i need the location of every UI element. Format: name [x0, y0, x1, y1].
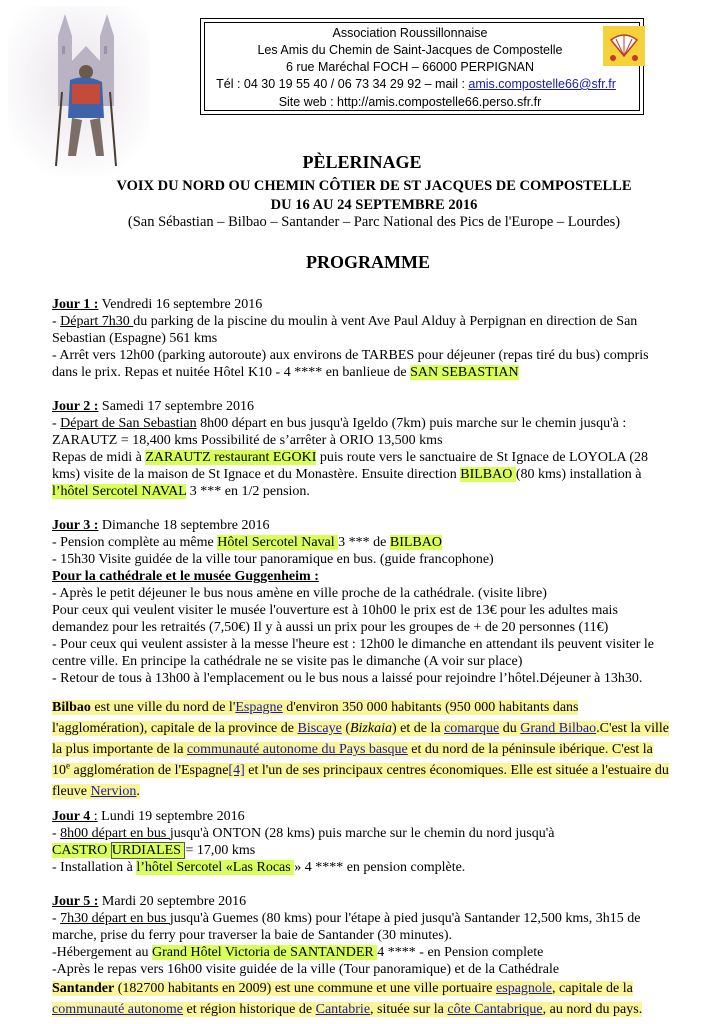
day5-visit: -Après le repas vers 16h00 visite guidée de la ville (Tour panoramique) et de la Cathédrale: [52, 962, 560, 977]
day3-cathedral: - Après le petit déjeuner le bus nous amène en ville proche de la cathédrale. (visite libre): [52, 586, 547, 601]
hotel-las-rocas-highlight: l’hôtel Sercotel «Las Rocas: [136, 860, 295, 875]
document-title: PÈLERINAGE: [302, 152, 422, 172]
link-nervion[interactable]: Nervion: [90, 784, 137, 799]
bilbao-description: Bilbao est une ville du nord de l'Espagne d'environ 350 000 habitants (950 000 habitants dans l'agglomération), capitale de la province de Biscaye (Bizkaia) et de la comarque du Grand Bilbao.C'est la ville la plus importante de la communauté autonome du Pays basque et du nord de la péninsule ibérique. C'est la 10e agglomération de l'Espagne[4] et l'un de ses principaux centres économiques. Elle est située a l'estuaire du fleuve Nervion.: [52, 700, 670, 799]
day1-stop: - Arrêt vers 12h00 (parking autoroute) aux environs de TARBES pour déjeuner (repas tiré du bus) compris dans le prix. Repas et nuitée Hôtel K10 - 4 **** en banlieue de SAN SEBASTIAN: [52, 348, 649, 380]
day5-label: Jour 5 :: [52, 894, 99, 909]
day5-departure: - 7h30 départ en bus jusqu'à Guemes (80 kms) pour l'étape à pied jusqu'à Santander 12,500 kms, 3h15 de marche, prise du ferry pour traverser la baie de Santander (30 minutes).: [52, 911, 641, 943]
date-range: DU 16 AU 24 SEPTEMBRE 2016: [270, 197, 478, 213]
day3-label: Jour 3 :: [52, 518, 99, 533]
day3-return: - Retour de tous à 13h00 à l'emplacement ou le bus nous a laissé pour rejoindre l’hôtel.Déjeuner à 13h30.: [52, 671, 643, 686]
header-inner-frame: [204, 22, 640, 111]
castro-highlight: CASTRO: [52, 843, 111, 858]
association-header: [200, 18, 644, 115]
pilgrim-illustration: [8, 6, 150, 176]
san-sebastian-highlight: SAN SEBASTIAN: [410, 365, 519, 380]
scallop-shell-logo: [603, 26, 645, 66]
day3-date: Dimanche 18 septembre 2016: [98, 518, 270, 533]
santander-bold: Santander: [52, 981, 115, 996]
day2-lunch: Repas de midi à ZARAUTZ restaurant EGOKI puis route vers le sanctuaire de St Ignace de LOYOLA (28 kms) visite de la maison de St Ignace et du Monastère. Ensuite direction BILBAO (80 kms) installation à l’hôtel Sercotel NAVAL 3 *** en 1/2 pension.: [52, 450, 648, 499]
bilbao-highlight: BILBAO: [460, 467, 516, 482]
day4-hotel: - Installation à l’hôtel Sercotel «Las Rocas » 4 **** en pension complète.: [52, 860, 466, 875]
link-grand-bilbao[interactable]: Grand Bilbao: [520, 721, 597, 736]
day2-label: Jour 2 :: [52, 399, 99, 414]
departure-7h30: 7h30 départ en bus: [60, 911, 170, 926]
hotel-naval-highlight: l’hôtel Sercotel NAVAL: [52, 484, 187, 499]
programme-heading: PROGRAMME: [306, 252, 430, 272]
day4-date: Lundi 19 septembre 2016: [97, 809, 245, 824]
day5-hotel: -Hébergement au Grand Hôtel Victoria de SANTANDER 4 **** - en Pension complete: [52, 945, 544, 960]
association-name: Association Roussillonnaise: [332, 26, 488, 40]
day2-heading: [52, 398, 674, 415]
route-title: VOIX DU NORD OU CHEMIN CÔTIER DE ST JACQUES DE COMPOSTELLE: [116, 178, 632, 194]
association-contact: [211, 76, 621, 93]
association-subtitle: Les Amis du Chemin de Saint-Jacques de Compostelle: [257, 43, 563, 57]
day4-departure: - 8h00 départ en bus jusqu'à ONTON (28 kms) puis marche sur le chemin du nord jusqu'à: [52, 826, 555, 841]
link-biscaye[interactable]: Biscaye: [297, 721, 342, 736]
hotel-naval-highlight-2: Hôtel Sercotel Naval: [217, 535, 339, 550]
cathedral-heading: Pour la cathédrale et le musée Guggenheim :: [52, 569, 319, 584]
day5-heading: [52, 893, 674, 910]
link-cantabrie[interactable]: Cantabrie: [315, 1002, 371, 1017]
urdiales-highlight: URDIALES: [111, 843, 185, 858]
hotel-victoria-highlight: Grand Hôtel Victoria de SANTANDER: [152, 945, 378, 960]
link-espagne[interactable]: Espagne: [235, 700, 283, 715]
phone-text: Tél : 04 30 19 55 40 / 06 73 34 29 92 – mail :: [216, 77, 469, 91]
day4-castro: CASTRO URDIALES = 17,00 kms: [52, 843, 256, 858]
day4-label: Jour 4: [52, 809, 94, 824]
link-pays-basque[interactable]: communauté autonome du Pays basque: [186, 742, 408, 757]
day3-heading: [52, 517, 674, 534]
day3-mass: - Pour ceux qui veulent assister à la messe l'heure est : 12h00 le dimanche en attendant ils peuvent visiter le centre ville. En principe la cathédrale ne se visite pas le dimanche (A voir sur place): [52, 637, 655, 669]
day2-date: Samedi 17 septembre 2016: [98, 399, 254, 414]
link-cote-cantabrique[interactable]: côte Cantabrique: [447, 1002, 543, 1017]
bilbao-bold: Bilbao: [52, 700, 91, 715]
route-stops: (San Sébastian – Bilbao – Santander – Parc National des Pics de l'Europe – Lourdes): [127, 214, 621, 230]
bilbao-highlight-2: BILBAO: [389, 535, 442, 550]
email-link[interactable]: amis.compostelle66@sfr.fr: [468, 77, 616, 91]
association-address: 6 rue Maréchal FOCH – 66000 PERPIGNAN: [285, 60, 535, 74]
programme-body: [52, 296, 674, 1020]
day2-departure: - Départ de San Sebastian 8h00 départ en bus jusqu'à Igeldo (7km) puis marche sur le chemin jusqu'à : ZARAUTZ = 18,400 kms Possibilité de s’arrêter à ORIO 13,500 kms: [52, 416, 627, 448]
departure-8h00: 8h00 départ en bus: [60, 826, 170, 841]
link-espagnole[interactable]: espagnole: [496, 981, 553, 996]
santander-description: Santander (182700 habitants en 2009) est une commune et une ville portuaire espagnole, capitale de la communauté autonome et région historique de Cantabrie, située sur la côte Cantabrique, au nord du pays.: [52, 981, 643, 1017]
bizkaia-italic: Bizkaia: [349, 721, 392, 736]
day3-museum: Pour ceux qui veulent visiter le musée l'ouverture est à 10h00 le prix est de 13€ pour les adultes mais demandez pour les retraités (7,50€) Il y à aussi un prix pour les groupes de + de 20 personnes (11€): [52, 603, 618, 635]
day1-label: Jour 1 :: [52, 297, 99, 312]
day3-visit: - 15h30 Visite guidée de la ville tour panoramique en bus. (guide francophone): [52, 552, 494, 567]
link-communaute-autonome[interactable]: communauté autonome: [52, 1002, 184, 1017]
day3-pension: - Pension complète au même Hôtel Sercotel Naval 3 *** de BILBAO: [52, 535, 442, 550]
day1-date: Vendredi 16 septembre 2016: [98, 297, 263, 312]
link-comarque[interactable]: comarque: [444, 721, 500, 736]
footnote-link[interactable]: [4]: [228, 763, 245, 778]
zarautz-highlight: ZARAUTZ restaurant EGOKI: [145, 450, 317, 465]
departure-time: Départ 7h30: [60, 314, 134, 329]
day4-heading: Jour 4 : Lundi 19 septembre 2016: [52, 809, 245, 824]
association-website[interactable]: Site web : http://amis.compostelle66.perso.sfr.fr: [278, 95, 542, 109]
day1-departure: - Départ 7h30 du parking de la piscine du moulin à vent Ave Paul Alduy à Perpignan en direction de San Sebastian (Espagne) 561 kms: [52, 314, 638, 346]
day5-date: Mardi 20 septembre 2016: [98, 894, 247, 909]
day1-heading: [52, 296, 674, 313]
departure-san-sebastian: Départ de San Sebastian: [60, 416, 197, 431]
